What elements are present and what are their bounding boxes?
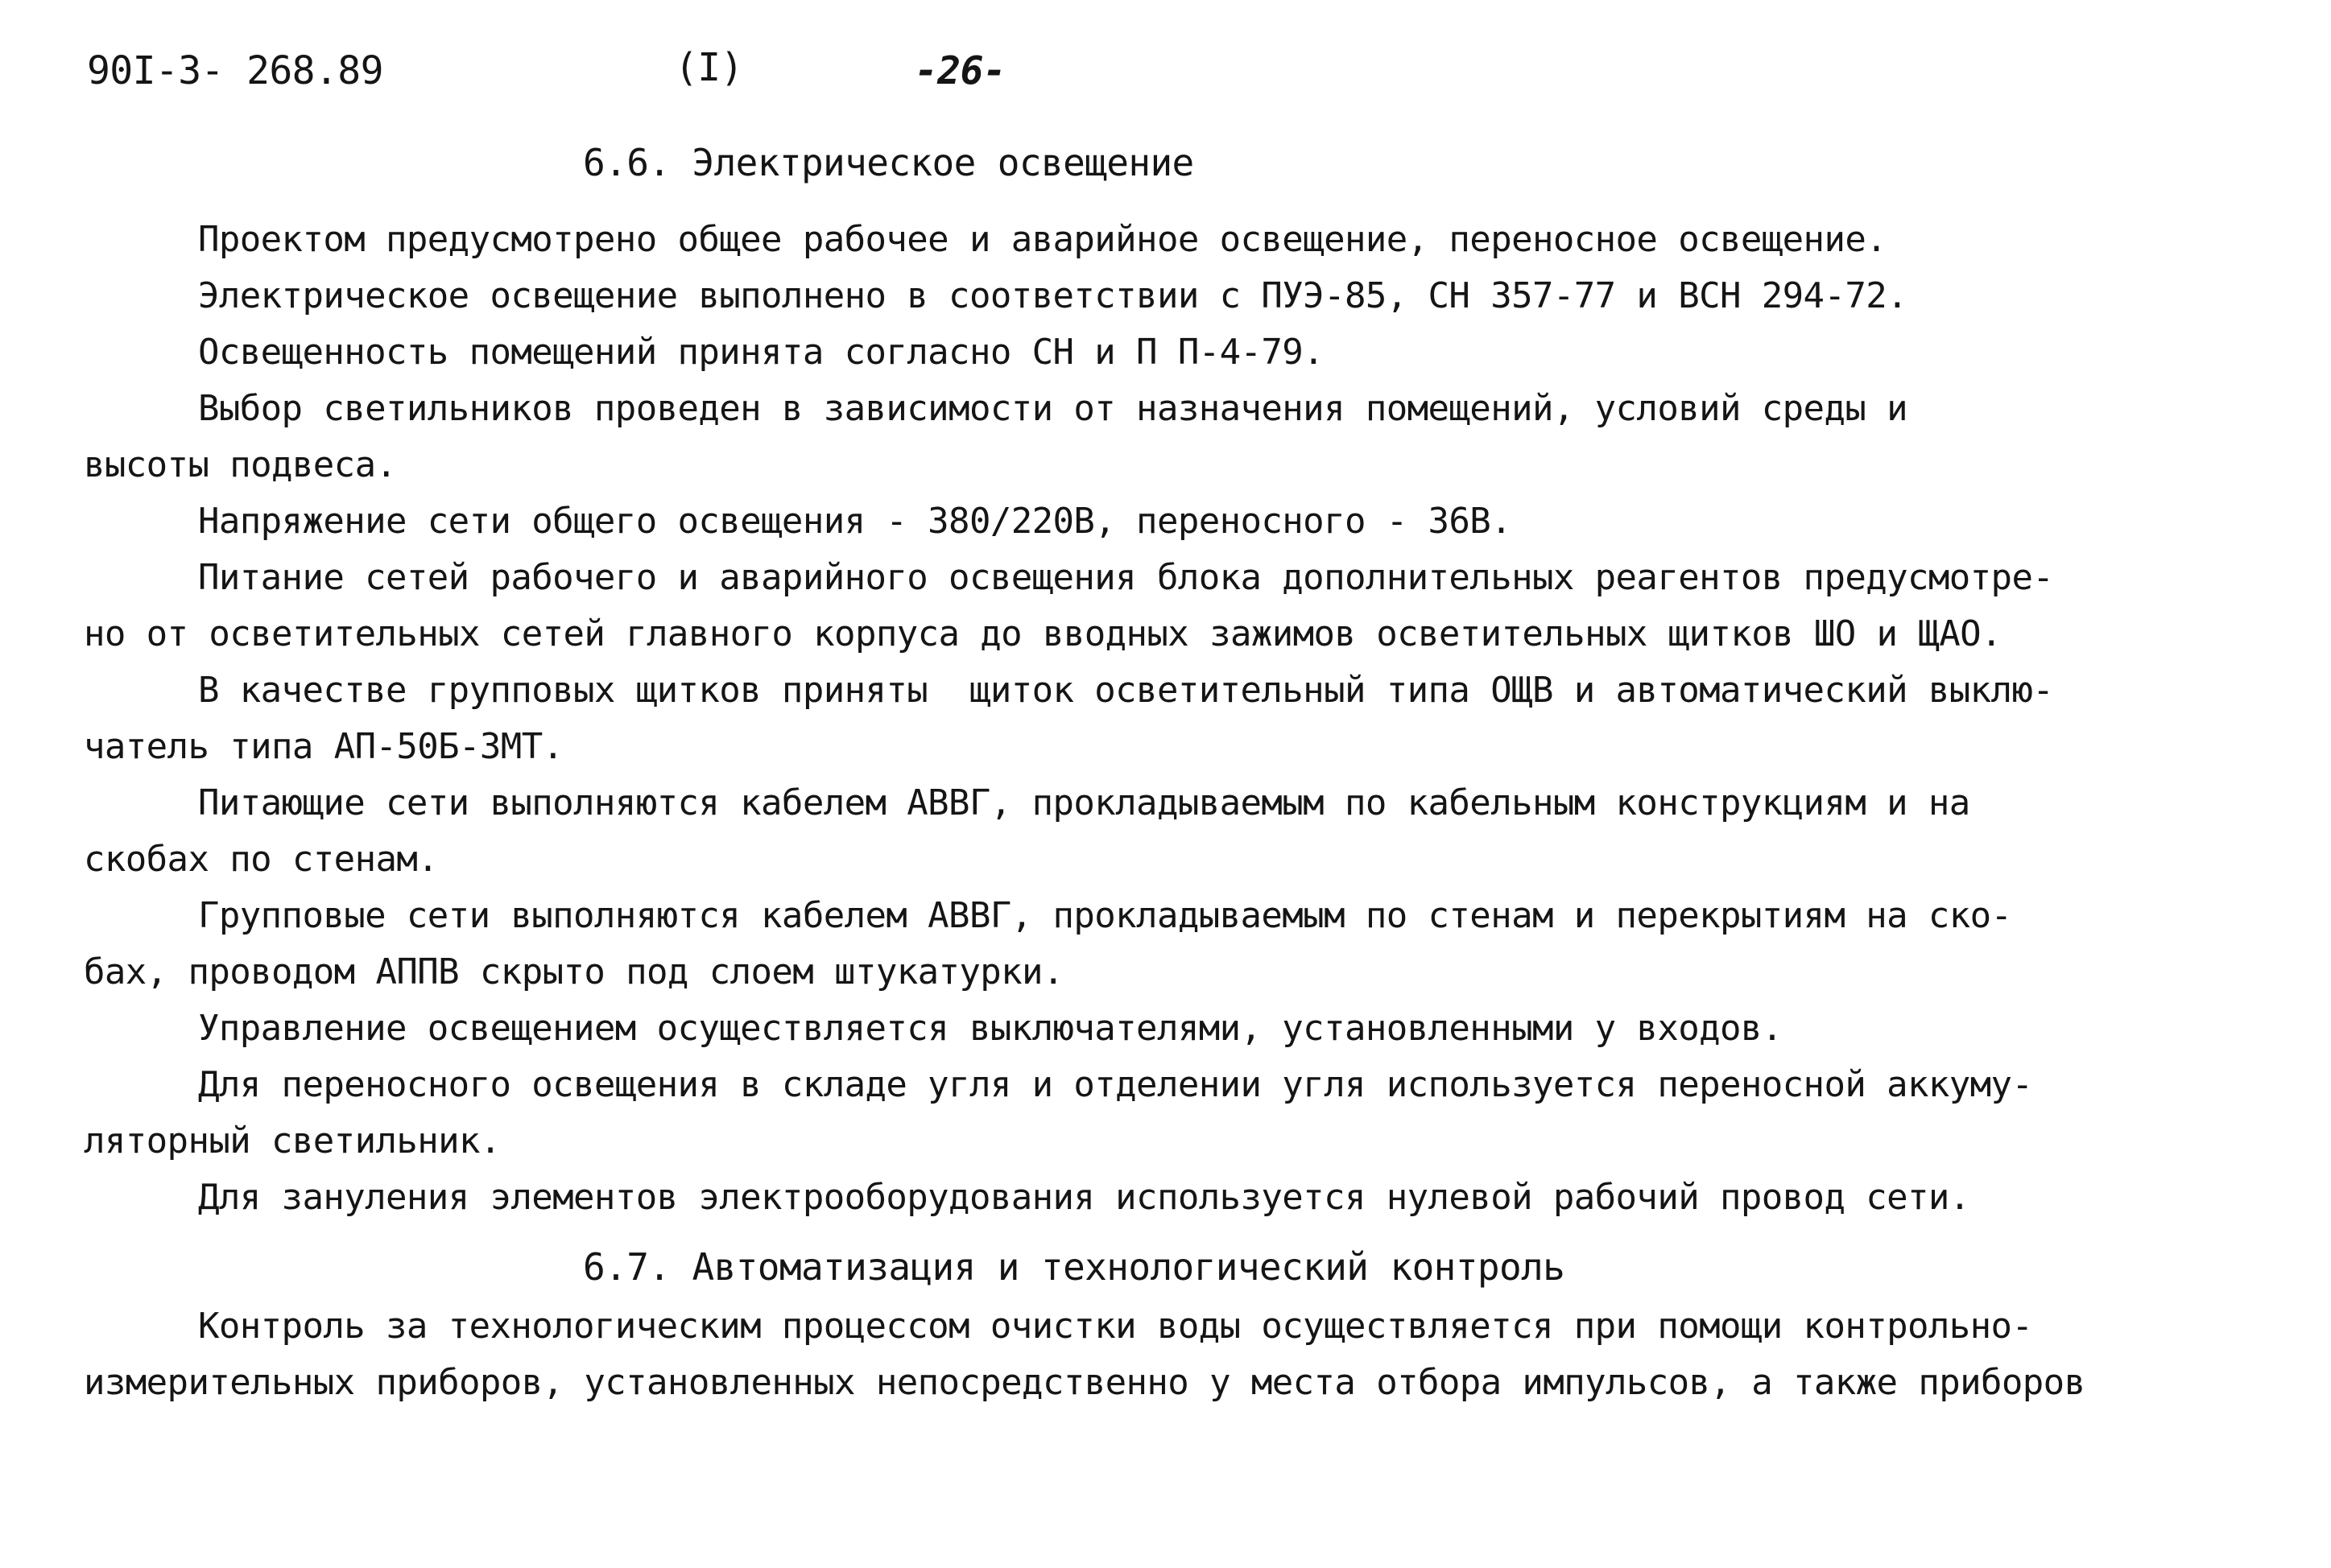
paragraph-line: Для зануления элементов электрооборудования используется нулевой рабочий провод сети. xyxy=(198,1177,1970,1218)
paragraph-line: бах, проводом АППВ скрыто под слоем штукатурки. xyxy=(84,951,1064,992)
paragraph-line: Проектом предусмотрено общее рабочее и аварийное освещение, переносное освещение. xyxy=(198,219,1887,260)
paragraph-line: чатель типа АП-50Б-3МТ. xyxy=(84,726,564,767)
page-number: -26- xyxy=(915,48,1006,93)
paragraph-line: Для переносного освещения в складе угля и отделении угля используется переносной аккуму- xyxy=(198,1064,2033,1105)
document-code: 90I-3- 268.89 xyxy=(87,48,383,93)
paragraph-line: Напряжение сети общего освещения - 380/220В, переносного - 36В. xyxy=(198,501,1512,542)
section-heading-6-6: 6.6. Электрическое освещение xyxy=(583,141,1194,184)
paragraph-line: Освещенность помещений принята согласно СН и П П-4-79. xyxy=(198,332,1325,373)
paragraph-line: Выбор светильников проведен в зависимости от назначения помещений, условий среды и xyxy=(198,388,1907,429)
paragraph-line: Управление освещением осуществляется выключателями, установленными у входов. xyxy=(198,1008,1783,1049)
paragraph-line: Групповые сети выполняются кабелем АВВГ, прокладываемым по стенам и перекрытиям на ско- xyxy=(198,895,2012,936)
paragraph-line: ляторный светильник. xyxy=(84,1120,501,1162)
paragraph-line: высоты подвеса. xyxy=(84,444,397,485)
sheet-marker: (I) xyxy=(675,45,743,90)
paragraph-line: скобах по стенам. xyxy=(84,839,439,880)
section-heading-6-7: 6.7. Автоматизация и технологический контроль xyxy=(583,1245,1565,1289)
paragraph-line: Питание сетей рабочего и аварийного освещения блока дополнительных реагентов предусмотре- xyxy=(198,557,2054,598)
paragraph-line: Питающие сети выполняются кабелем АВВГ, прокладываемым по кабельным конструкциям и на xyxy=(198,782,1970,823)
paragraph-line: измерительных приборов, установленных непосредственно у места отбора импульсов, а также приборов xyxy=(84,1362,2085,1403)
paragraph-line: Контроль за технологическим процессом очистки воды осуществляется при помощи контрольно- xyxy=(198,1306,2033,1347)
paragraph-line: В качестве групповых щитков приняты щиток осветительный типа ОЩВ и автоматический выклю- xyxy=(198,670,2054,711)
paragraph-line: Электрическое освещение выполнено в соответствии с ПУЭ-85, СН 357-77 и ВСН 294-72. xyxy=(198,275,1907,316)
paragraph-line: но от осветительных сетей главного корпуса до вводных зажимов осветительных щитков ШО и ЩАО. xyxy=(84,613,2002,654)
